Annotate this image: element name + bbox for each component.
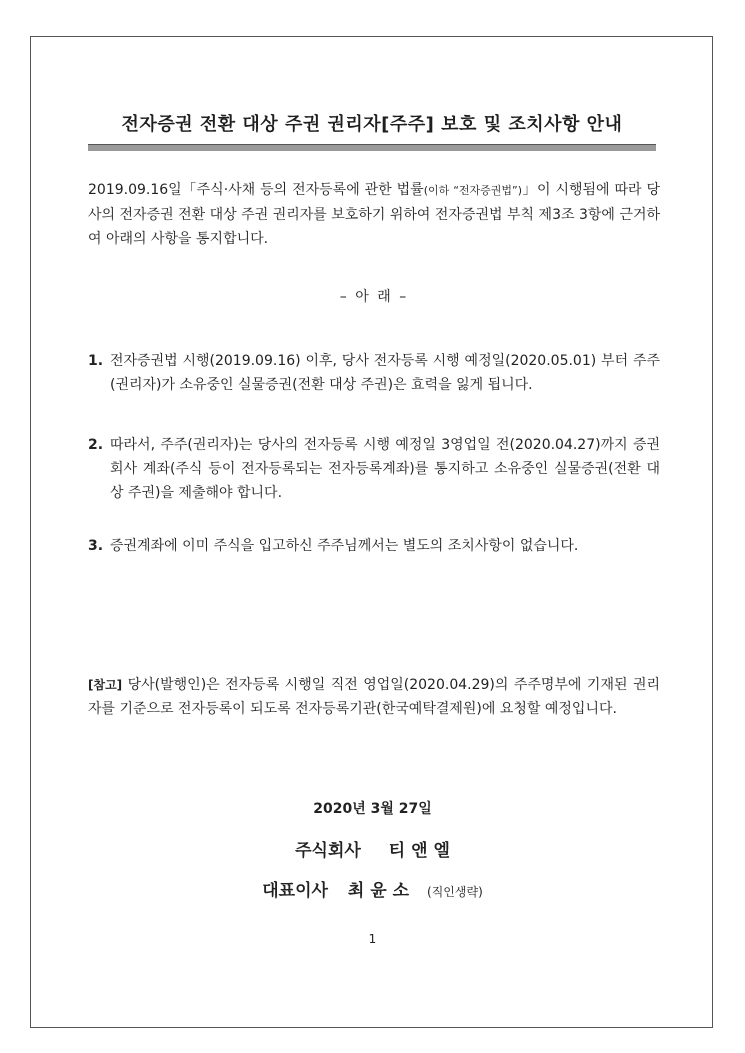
company-name: 티 앤 엘	[388, 841, 450, 861]
list-item	[88, 433, 660, 505]
reference-text: 당사(발행인)은 전자등록 시행일 직전 영업일(2020.04.29)의 주주명부에 기재된 권리자를 기준으로 전자등록이 되도록 전자등록기관(한국예탁결제원)에 요청할 예정입니다.	[88, 677, 660, 717]
list-item-text: 전자증권법 시행(2019.09.16) 이후, 당사 전자등록 시행 예정일(2020.05.01) 부터 주주(권리자)가 소유중인 실물증권(전환 대상 주권)은 효력을 잃게 됩니다.	[110, 353, 660, 393]
intro-text-abbrev: (이하 “전자증권법”)	[423, 184, 523, 197]
intro-text-2: 」이 시행됨에 따라 당사의 전자증권 전환 대상 주권 권리자를 보호하기 위하여 전자증권법 부칙 제3조 3항에 근거하여 아래의 사항을 통지합니다.	[88, 182, 661, 247]
document-title: 전자증권 전환 대상 주권 권리자[주주] 보호 및 조치사항 안내	[121, 114, 623, 135]
list-item-text: 증권계좌에 이미 주식을 입고하신 주주님께서는 별도의 조치사항이 없습니다.	[110, 538, 579, 554]
title-block	[88, 110, 656, 151]
section-divider-label: – 아 래 –	[339, 289, 409, 305]
seal-omitted-note: (직인생략)	[427, 885, 483, 899]
list-item-number: 3.	[88, 538, 104, 554]
list-item-number: 2.	[88, 437, 104, 453]
page-number: 1	[368, 932, 377, 946]
title-underline-bar	[88, 144, 656, 151]
list-item-text: 따라서, 주주(권리자)는 당사의 전자등록 시행 예정일 3영업일 전(2020.04.27)까지 증권회사 계좌(주식 등이 전자등록되는 전자등록계좌)를 통지하고 소유중인 실물증권(전환 대상 주권)을 제출해야 합니다.	[110, 437, 660, 501]
company-line	[0, 836, 745, 861]
intro-paragraph	[88, 178, 660, 251]
list-item-number: 1.	[88, 353, 104, 369]
reference-tag: [참고]	[88, 678, 123, 692]
intro-text-1: 2019.09.16일「주식·사채 등의 전자등록에 관한 법률	[88, 182, 424, 198]
list-item	[88, 534, 660, 558]
document-date: 2020년 3월 27일	[313, 801, 432, 817]
representative-line	[0, 876, 745, 901]
company-type: 주식회사	[295, 841, 361, 861]
reference-note	[88, 673, 660, 721]
list-item	[88, 349, 660, 397]
representative-name: 최 윤 소	[347, 881, 410, 901]
representative-title: 대표이사	[262, 881, 328, 901]
